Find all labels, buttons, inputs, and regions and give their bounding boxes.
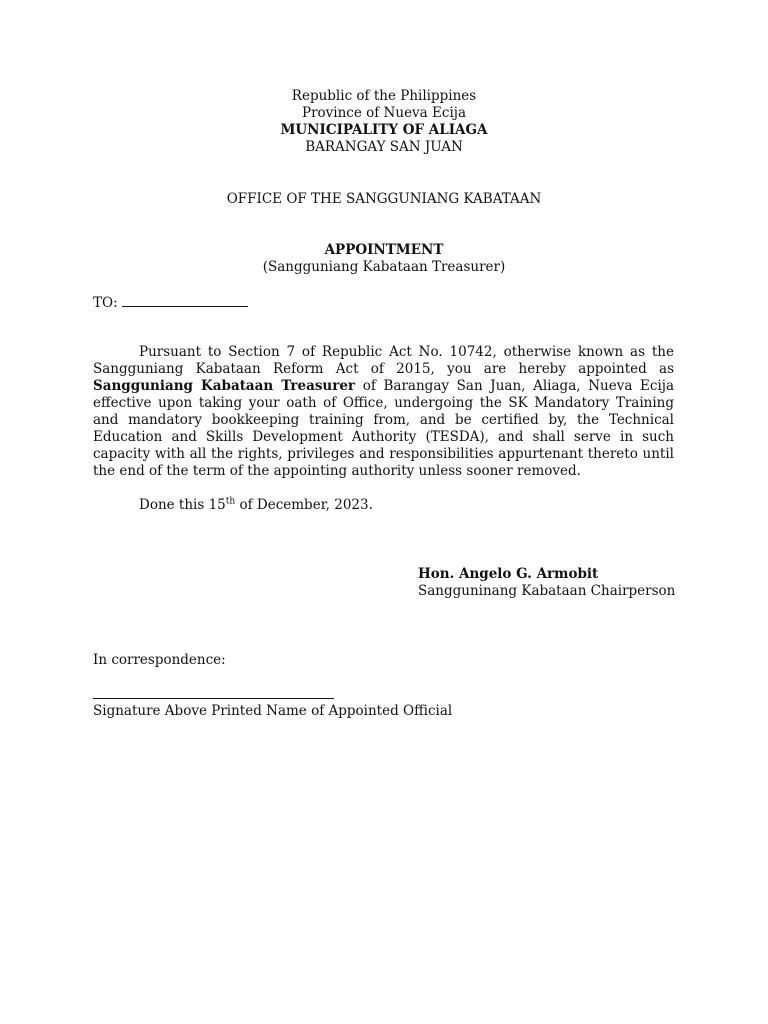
letterhead-province: Province of Nueva Ecija: [302, 105, 466, 121]
body-text-part1: Pursuant to Section 7 of Republic Act No. 10742, otherwise known as the Sangguniang Kabataan Reform Act of 2015, you are hereby appointed as: [93, 344, 674, 377]
appointment-heading: [0, 242, 768, 276]
office-title: OFFICE OF THE SANGGUNIANG KABATAAN: [226, 191, 542, 207]
appointment-subtitle: (Sangguniang Kabataan Treasurer): [262, 259, 506, 275]
appointment-title: APPOINTMENT: [324, 242, 444, 258]
date-line: [139, 497, 373, 514]
to-label: TO:: [93, 295, 118, 311]
appointment-body: [93, 344, 674, 480]
signatory-title: Sangguninang Kabataan Chairperson: [418, 583, 676, 599]
letterhead-republic: Republic of the Philippines: [291, 88, 477, 104]
signatory-name: Hon. Angelo G. Armobit: [418, 566, 599, 582]
date-prefix: Done this 15: [139, 497, 226, 513]
signature-label: Signature Above Printed Name of Appointed Official: [93, 703, 453, 719]
body-position-bold: Sangguniang Kabataan Treasurer: [93, 378, 356, 394]
addressee-line: [93, 294, 248, 312]
date-rest: of December, 2023.: [235, 497, 373, 513]
letterhead: [0, 88, 768, 156]
signatory-block: [418, 566, 675, 600]
addressee-blank: [122, 294, 248, 307]
date-ordinal: th: [225, 496, 236, 507]
letterhead-barangay: BARANGAY SAN JUAN: [305, 139, 463, 155]
correspondence-label: In correspondence:: [93, 652, 226, 668]
body-text-part2: of Barangay San Juan, Aliaga, Nueva Ecija effective upon taking your oath of Office, undergoing the SK Mandatory Training and mandatory bookkeeping training from, and be certified by, the Technical Education and Skills Development Authority (TESDA), and shall serve in such capacity with all the rights, privileges and responsibilities appurtenant thereto until the end of the term of the appointing authority unless sooner removed.: [93, 378, 674, 479]
signature-line: [93, 698, 334, 699]
letterhead-municipality: MUNICIPALITY OF ALIAGA: [280, 122, 488, 138]
